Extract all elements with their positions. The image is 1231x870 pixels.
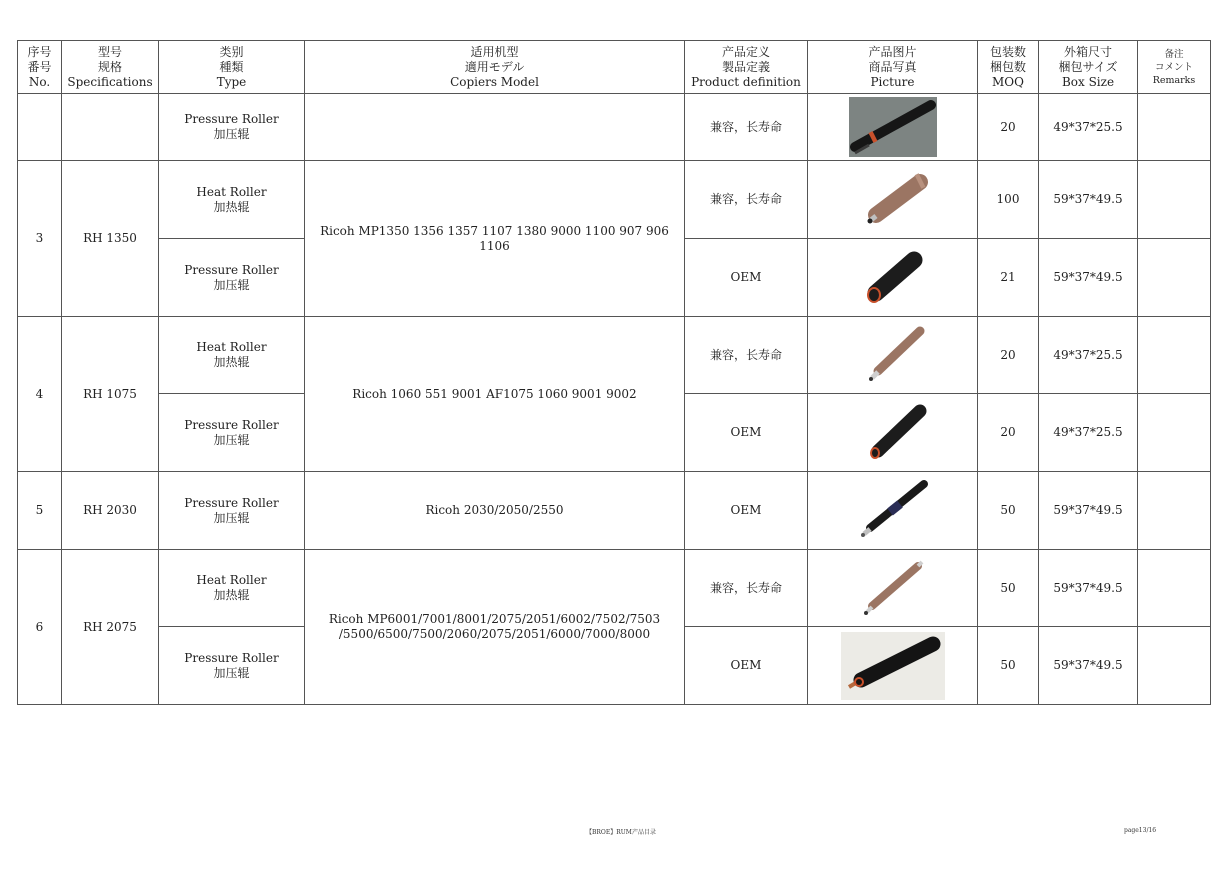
remarks-cell bbox=[1138, 627, 1211, 705]
type-cell: Pressure Roller 加压辊 bbox=[159, 394, 305, 472]
table-row bbox=[18, 550, 1211, 627]
spec-cell: RH 2030 bbox=[62, 472, 159, 550]
table-row bbox=[18, 161, 1211, 239]
type-cell: Heat Roller 加热辊 bbox=[159, 550, 305, 627]
spec-cell bbox=[62, 94, 159, 161]
moq-cell: 20 bbox=[978, 394, 1039, 472]
no-cell: 6 bbox=[18, 550, 62, 705]
model-cell: Ricoh MP1350 1356 1357 1107 1380 9000 1100 907 906 1106 bbox=[305, 161, 685, 317]
model-cell: Ricoh 1060 551 9001 AF1075 1060 9001 9002 bbox=[305, 317, 685, 472]
type-cell: Pressure Roller 加压辊 bbox=[159, 472, 305, 550]
brown-heat-roller-photo-icon bbox=[834, 556, 952, 620]
remarks-cell bbox=[1138, 472, 1211, 550]
remarks-cell bbox=[1138, 94, 1211, 161]
brown-heat-roller-photo-icon bbox=[838, 323, 948, 387]
black-pressure-roller-photo-icon bbox=[841, 632, 945, 700]
box-size-cell: 59*37*49.5 bbox=[1039, 550, 1138, 627]
picture-cell bbox=[808, 472, 978, 550]
remarks-cell bbox=[1138, 317, 1211, 394]
picture-cell bbox=[808, 394, 978, 472]
no-cell: 4 bbox=[18, 317, 62, 472]
type-cell: Heat Roller 加热辊 bbox=[159, 161, 305, 239]
spec-cell: RH 1350 bbox=[62, 161, 159, 317]
picture-cell bbox=[808, 550, 978, 627]
box-size-cell: 49*37*25.5 bbox=[1039, 394, 1138, 472]
definition-cell: OEM bbox=[685, 472, 808, 550]
box-size-cell: 59*37*49.5 bbox=[1039, 161, 1138, 239]
box-size-cell: 49*37*25.5 bbox=[1039, 317, 1138, 394]
black-pressure-roller-photo-icon bbox=[838, 401, 948, 465]
header-definition: 产品定义 製品定義 Product definition bbox=[685, 41, 808, 94]
remarks-cell bbox=[1138, 161, 1211, 239]
moq-cell: 20 bbox=[978, 94, 1039, 161]
moq-cell: 100 bbox=[978, 161, 1039, 239]
brown-heat-roller-photo-icon bbox=[838, 170, 948, 230]
black-pressure-roller-photo-icon bbox=[838, 248, 948, 308]
moq-cell: 20 bbox=[978, 317, 1039, 394]
remarks-cell bbox=[1138, 239, 1211, 317]
picture-cell bbox=[808, 239, 978, 317]
model-cell bbox=[305, 94, 685, 161]
header-remarks: 备注 コメント Remarks bbox=[1138, 41, 1211, 94]
header-box: 外箱尺寸 梱包サイズ Box Size bbox=[1039, 41, 1138, 94]
catalog-footer-title: 【BROE】RUM产品目录 bbox=[586, 829, 656, 836]
black-pressure-roller-photo-icon bbox=[849, 97, 937, 157]
black-pressure-roller-photo-icon bbox=[838, 478, 948, 544]
spec-cell: RH 2075 bbox=[62, 550, 159, 705]
header-moq: 包装数 梱包数 MOQ bbox=[978, 41, 1039, 94]
no-cell bbox=[18, 94, 62, 161]
header-model: 适用机型 適用モデル Copiers Model bbox=[305, 41, 685, 94]
moq-cell: 50 bbox=[978, 550, 1039, 627]
no-cell: 5 bbox=[18, 472, 62, 550]
picture-cell bbox=[808, 317, 978, 394]
header-no: 序号 番号 No. bbox=[18, 41, 62, 94]
header-row bbox=[18, 41, 1211, 94]
box-size-cell: 59*37*49.5 bbox=[1039, 472, 1138, 550]
header-picture: 产品图片 商品写真 Picture bbox=[808, 41, 978, 94]
product-catalog-table bbox=[17, 40, 1211, 705]
picture-cell bbox=[808, 627, 978, 705]
type-cell: Pressure Roller 加压辊 bbox=[159, 627, 305, 705]
model-cell: Ricoh 2030/2050/2550 bbox=[305, 472, 685, 550]
definition-cell: 兼容，长寿命 bbox=[685, 550, 808, 627]
spec-cell: RH 1075 bbox=[62, 317, 159, 472]
moq-cell: 21 bbox=[978, 239, 1039, 317]
model-cell: Ricoh MP6001/7001/8001/2075/2051/6002/7502/7503 /5500/6500/7500/2060/2075/2051/6000/7000/8000 bbox=[305, 550, 685, 705]
table-row bbox=[18, 94, 1211, 161]
moq-cell: 50 bbox=[978, 627, 1039, 705]
no-cell: 3 bbox=[18, 161, 62, 317]
moq-cell: 50 bbox=[978, 472, 1039, 550]
type-cell: Pressure Roller 加压辊 bbox=[159, 94, 305, 161]
table-row bbox=[18, 472, 1211, 550]
definition-cell: OEM bbox=[685, 239, 808, 317]
page-number: page13/16 bbox=[1124, 827, 1157, 834]
table-row bbox=[18, 317, 1211, 394]
box-size-cell: 49*37*25.5 bbox=[1039, 94, 1138, 161]
definition-cell: 兼容，长寿命 bbox=[685, 94, 808, 161]
picture-cell bbox=[808, 161, 978, 239]
remarks-cell bbox=[1138, 394, 1211, 472]
remarks-cell bbox=[1138, 550, 1211, 627]
type-cell: Pressure Roller 加压辊 bbox=[159, 239, 305, 317]
definition-cell: OEM bbox=[685, 627, 808, 705]
type-cell: Heat Roller 加热辊 bbox=[159, 317, 305, 394]
box-size-cell: 59*37*49.5 bbox=[1039, 239, 1138, 317]
definition-cell: 兼容，长寿命 bbox=[685, 161, 808, 239]
header-type: 类别 種類 Type bbox=[159, 41, 305, 94]
definition-cell: 兼容，长寿命 bbox=[685, 317, 808, 394]
box-size-cell: 59*37*49.5 bbox=[1039, 627, 1138, 705]
picture-cell bbox=[808, 94, 978, 161]
definition-cell: OEM bbox=[685, 394, 808, 472]
header-spec: 型号 规格 Specifications bbox=[62, 41, 159, 94]
